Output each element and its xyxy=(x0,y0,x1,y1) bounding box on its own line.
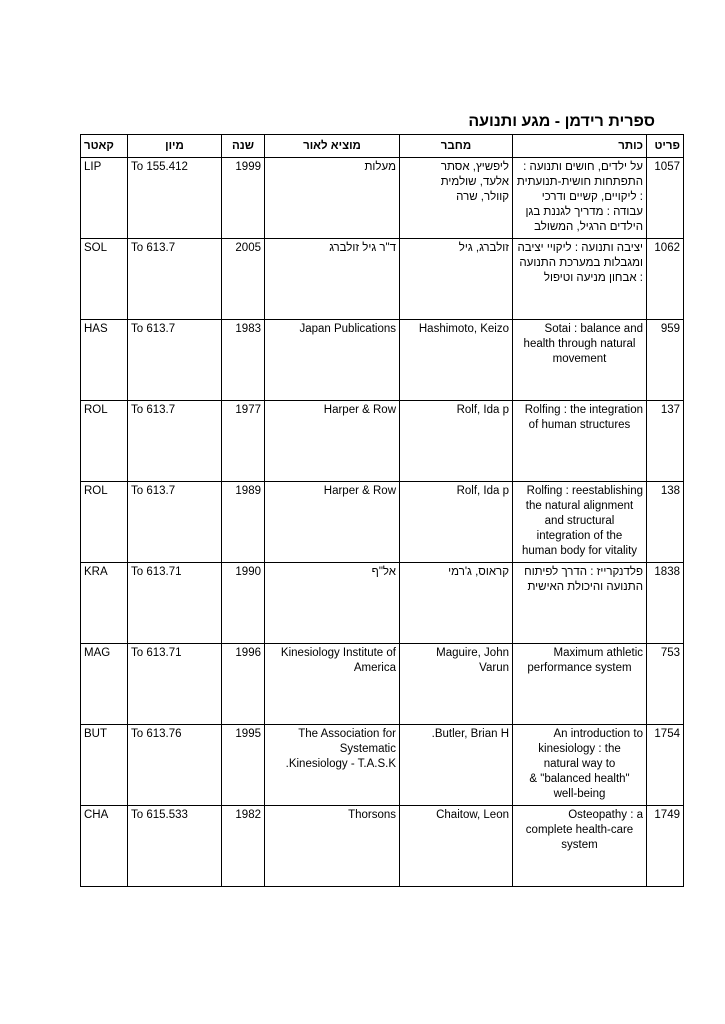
title-cell xyxy=(513,320,647,401)
publisher-cell-line: מעלות xyxy=(364,161,396,173)
title-cell-line: system xyxy=(561,839,598,851)
year-cell: 2005 xyxy=(222,239,265,320)
publisher-cell-line: Kinesiology Institute of xyxy=(280,647,396,659)
table-row xyxy=(81,239,684,320)
publisher-cell-line: ד"ר גיל זולברג xyxy=(329,242,396,254)
title-cell-line: Rolfing : reestablishing xyxy=(526,485,643,497)
title-cell xyxy=(513,644,647,725)
table-row xyxy=(81,725,684,806)
author-cell-line: זולברג, גיל xyxy=(458,242,509,254)
title-cell-line: התנועה והיכולת האישית xyxy=(527,581,643,593)
title-cell-line: integration of the xyxy=(536,530,623,542)
publisher-cell-line: אל"ף xyxy=(371,566,396,578)
item-id-cell: 1754 xyxy=(647,725,684,806)
title-cell-line: פלדנקרייז : הדרך לפיתוח xyxy=(524,566,643,578)
author-cell xyxy=(400,725,513,806)
title-cell-line: Rolfing : the integration xyxy=(524,404,643,416)
classification-cell: To 613.71 xyxy=(128,563,222,644)
cutter-cell: CHA xyxy=(81,806,128,887)
item-id-cell: 1057 xyxy=(647,158,684,239)
title-cell-line: and structural xyxy=(544,515,615,527)
title-cell-line: Maximum athletic xyxy=(553,647,643,659)
publisher-cell-line: The Association for xyxy=(298,728,396,740)
publisher-cell-line: Harper & Row xyxy=(323,404,396,416)
author-cell xyxy=(400,563,513,644)
item-id-cell: 753 xyxy=(647,644,684,725)
cutter-cell: HAS xyxy=(81,320,128,401)
publisher-cell-line: America xyxy=(353,662,396,674)
table-row xyxy=(81,401,684,482)
author-cell xyxy=(400,806,513,887)
title-cell xyxy=(513,482,647,563)
classification-cell: To 613.7 xyxy=(128,401,222,482)
year-cell: 1982 xyxy=(222,806,265,887)
classification-cell: To 613.7 xyxy=(128,320,222,401)
title-cell-line: complete health-care xyxy=(525,824,634,836)
table-row xyxy=(81,158,684,239)
title-cell-line: & "balanced health" xyxy=(529,773,630,785)
title-cell-line: health through natural xyxy=(523,338,636,350)
catalog-table xyxy=(80,134,684,887)
title-cell xyxy=(513,725,647,806)
year-cell: 1977 xyxy=(222,401,265,482)
cutter-cell: ROL xyxy=(81,482,128,563)
year-cell: 1996 xyxy=(222,644,265,725)
publisher-cell xyxy=(265,401,400,482)
title-cell-line: well-being xyxy=(553,788,606,800)
author-cell-line: .Butler, Brian H xyxy=(431,728,509,740)
cutter-cell: MAG xyxy=(81,644,128,725)
year-cell: 1990 xyxy=(222,563,265,644)
author-cell-line: Rolf, Ida p xyxy=(456,485,509,497)
publisher-cell-line: Thorsons xyxy=(348,809,396,821)
title-cell-line: התפתחות חושית-תנועתית xyxy=(516,176,643,188)
author-cell xyxy=(400,239,513,320)
author-cell-line: Hashimoto, Keizo xyxy=(418,323,509,335)
publisher-cell xyxy=(265,563,400,644)
title-cell-line: human body for vitality xyxy=(521,545,638,557)
header-item: פריט xyxy=(647,135,684,158)
author-cell-line: אלעד, שולמית xyxy=(440,176,509,188)
publisher-cell-line: Systematic xyxy=(339,743,396,755)
cutter-cell: KRA xyxy=(81,563,128,644)
author-cell-line: Chaitow, Leon xyxy=(436,809,509,821)
title-cell-line: : ליקויים, קשיים ודרכי xyxy=(541,191,643,203)
title-cell-line: ומגבלות במערכת התנועה xyxy=(519,257,643,269)
year-cell: 1995 xyxy=(222,725,265,806)
header-author: מחבר xyxy=(400,135,513,158)
classification-cell: To 613.76 xyxy=(128,725,222,806)
classification-cell: To 613.7 xyxy=(128,239,222,320)
author-cell xyxy=(400,482,513,563)
table-row xyxy=(81,644,684,725)
publisher-cell xyxy=(265,482,400,563)
classification-cell: To 613.7 xyxy=(128,482,222,563)
header-publisher: מוציא לאור xyxy=(265,135,400,158)
title-cell-line: the natural alignment xyxy=(525,500,634,512)
cutter-cell: LIP xyxy=(81,158,128,239)
item-id-cell: 138 xyxy=(647,482,684,563)
classification-cell: To 155.412 xyxy=(128,158,222,239)
publisher-cell xyxy=(265,320,400,401)
author-cell-line: Maguire, John xyxy=(436,647,509,659)
title-cell-line: performance system xyxy=(527,662,632,674)
publisher-cell xyxy=(265,158,400,239)
title-cell xyxy=(513,563,647,644)
table-row xyxy=(81,320,684,401)
title-cell-line: Osteopathy : a xyxy=(568,809,643,821)
author-cell-line: Rolf, Ida p xyxy=(456,404,509,416)
title-cell-line: על ילדים, חושים ותנועה : xyxy=(523,161,643,173)
year-cell: 1983 xyxy=(222,320,265,401)
author-cell xyxy=(400,320,513,401)
table-row xyxy=(81,482,684,563)
cutter-cell: ROL xyxy=(81,401,128,482)
header-cutter: קאטר xyxy=(81,135,128,158)
classification-cell: To 615.533 xyxy=(128,806,222,887)
classification-cell: To 613.71 xyxy=(128,644,222,725)
author-cell-line: קראוס, ג'רמי xyxy=(448,566,509,578)
header-year: שנה xyxy=(222,135,265,158)
title-cell xyxy=(513,158,647,239)
item-id-cell: 1838 xyxy=(647,563,684,644)
cutter-cell: BUT xyxy=(81,725,128,806)
item-id-cell: 137 xyxy=(647,401,684,482)
title-cell-line: : אבחון מניעה וטיפול xyxy=(543,272,643,284)
author-cell-line: קוולר, שרה xyxy=(456,191,509,203)
publisher-cell xyxy=(265,239,400,320)
year-cell: 1989 xyxy=(222,482,265,563)
title-cell-line: of human structures xyxy=(528,419,631,431)
title-cell xyxy=(513,401,647,482)
title-cell-line: יציבה ותנועה : ליקויי יציבה xyxy=(517,242,643,254)
publisher-cell xyxy=(265,806,400,887)
author-cell xyxy=(400,644,513,725)
publisher-cell-line: .Kinesiology - T.A.S.K xyxy=(285,758,396,770)
item-id-cell: 1062 xyxy=(647,239,684,320)
title-cell xyxy=(513,239,647,320)
header-classification: מיון xyxy=(128,135,222,158)
publisher-cell xyxy=(265,725,400,806)
title-cell-line: An introduction to xyxy=(553,728,643,740)
title-cell-line: natural way to xyxy=(543,758,616,770)
header-title: כותר xyxy=(513,135,647,158)
author-cell-line: ליפשיץ, אסתר xyxy=(440,161,509,173)
item-id-cell: 1749 xyxy=(647,806,684,887)
publisher-cell xyxy=(265,644,400,725)
publisher-cell-line: Harper & Row xyxy=(323,485,396,497)
page-title: ספרית רידמן - מגע ותנועה xyxy=(468,113,655,130)
table-row xyxy=(81,563,684,644)
item-id-cell: 959 xyxy=(647,320,684,401)
publisher-cell-line: Japan Publications xyxy=(299,323,396,335)
table-row xyxy=(81,806,684,887)
table-header-row xyxy=(81,135,684,158)
title-cell-line: Sotai : balance and xyxy=(544,323,643,335)
author-cell xyxy=(400,158,513,239)
author-cell-line: Varun xyxy=(479,662,509,674)
title-cell-line: movement xyxy=(552,353,607,365)
title-cell-line: הילדים הרגיל, המשולב xyxy=(534,221,643,233)
title-cell-line: kinesiology : the xyxy=(538,743,621,755)
author-cell xyxy=(400,401,513,482)
cutter-cell: SOL xyxy=(81,239,128,320)
year-cell: 1999 xyxy=(222,158,265,239)
title-cell-line: עבודה : מדריך לגננת בגן xyxy=(525,206,643,218)
title-cell xyxy=(513,806,647,887)
